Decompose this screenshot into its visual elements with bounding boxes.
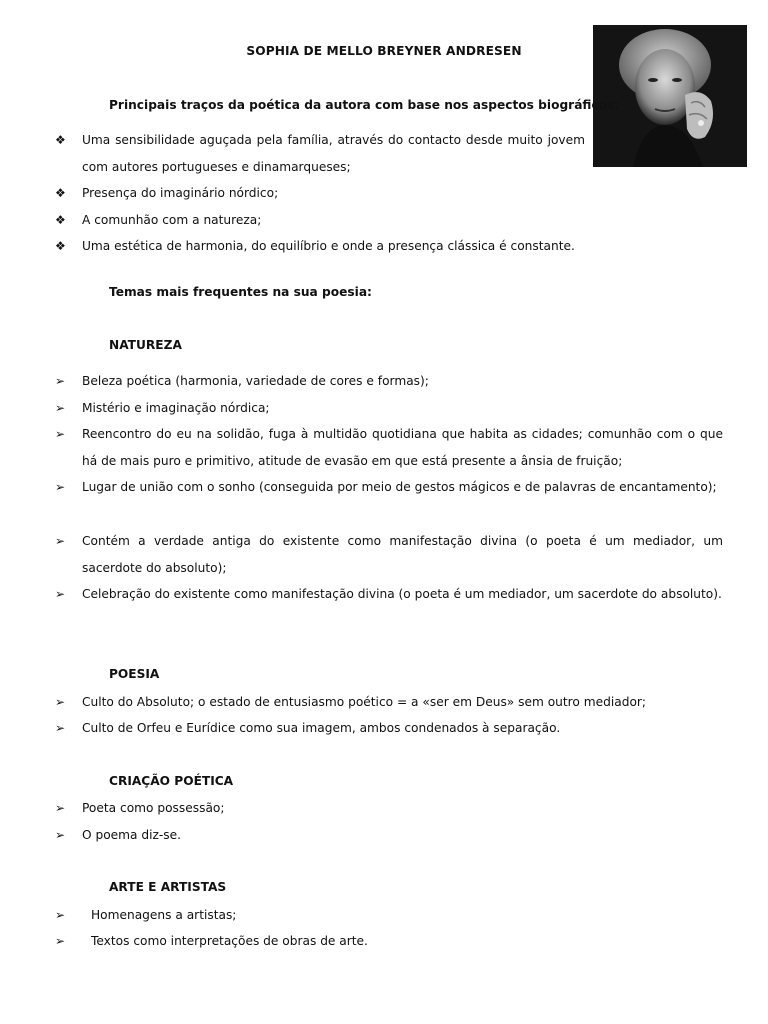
- list-item: ➢ Mistério e imaginação nórdica;: [55, 395, 723, 422]
- portrait-illustration: [593, 25, 747, 167]
- list-item: ➢ O poema diz-se.: [55, 822, 723, 849]
- arrow-bullet-icon: ➢: [55, 587, 66, 601]
- list-item: ➢ Textos como interpretações de obras de arte.: [55, 928, 723, 955]
- arrow-bullet-icon: ➢: [55, 480, 66, 494]
- diamond-bullet-icon: ❖: [55, 186, 66, 200]
- arrow-bullet-icon: ➢: [55, 374, 66, 388]
- arrow-bullet-icon: ➢: [55, 721, 66, 735]
- list-item: ➢ Lugar de união com o sonho (conseguida por meio de gestos mágicos e de palavras de encantamento);: [55, 474, 723, 501]
- list-item: ➢ Homenagens a artistas;: [55, 902, 723, 929]
- list-item: ➢ Culto de Orfeu e Eurídice como sua imagem, ambos condenados à separação.: [55, 715, 723, 742]
- list-item: ➢ Poeta como possessão;: [55, 795, 723, 822]
- arrow-bullet-icon: ➢: [55, 908, 66, 922]
- list-item: ❖ Presença do imaginário nórdico;: [55, 180, 723, 207]
- list-item: ❖ Uma sensibilidade aguçada pela família, através do contacto desde muito jovem com autores portugueses e dinamarqueses;: [55, 127, 585, 180]
- arrow-bullet-icon: ➢: [55, 534, 66, 548]
- themes-heading: Temas mais frequentes na sua poesia:: [109, 285, 372, 299]
- list-item: ❖ Uma estética de harmonia, do equilíbrio e onde a presença clássica é constante.: [55, 233, 723, 260]
- list-item: ➢ Culto do Absoluto; o estado de entusiasmo poético = a «ser em Deus» sem outro mediador;: [55, 689, 723, 716]
- section-title-natureza: NATUREZA: [109, 338, 182, 352]
- list-item: ➢ Beleza poética (harmonia, variedade de cores e formas);: [55, 368, 723, 395]
- intro-heading: Principais traços da poética da autora com base nos aspectos biográficos:: [109, 98, 620, 112]
- diamond-bullet-icon: ❖: [55, 213, 66, 227]
- list-item: ➢ Contém a verdade antiga do existente como manifestação divina (o poeta é um mediador, um sacerdote do absoluto);: [55, 528, 723, 581]
- arrow-bullet-icon: ➢: [55, 695, 66, 709]
- document-title: SOPHIA DE MELLO BREYNER ANDRESEN: [246, 44, 522, 58]
- section-title-criacao: CRIAÇÃO POÉTICA: [109, 774, 234, 788]
- list-item: ❖ A comunhão com a natureza;: [55, 207, 723, 234]
- arrow-bullet-icon: ➢: [55, 427, 66, 441]
- list-item: ➢ Celebração do existente como manifestação divina (o poeta é um mediador, um sacerdote do absoluto).: [55, 581, 723, 608]
- section-title-arte: ARTE E ARTISTAS: [109, 880, 227, 894]
- arrow-bullet-icon: ➢: [55, 934, 66, 948]
- section-title-poesia: POESIA: [109, 667, 160, 681]
- author-portrait: [593, 25, 747, 167]
- arrow-bullet-icon: ➢: [55, 828, 66, 842]
- arrow-bullet-icon: ➢: [55, 401, 66, 415]
- arrow-bullet-icon: ➢: [55, 801, 66, 815]
- diamond-bullet-icon: ❖: [55, 133, 66, 147]
- list-item: ➢ Reencontro do eu na solidão, fuga à multidão quotidiana que habita as cidades; comunhão com o que há de mais puro e primitivo, atitude de evasão em que está presente a ânsia de fruição;: [55, 421, 723, 474]
- diamond-bullet-icon: ❖: [55, 239, 66, 253]
